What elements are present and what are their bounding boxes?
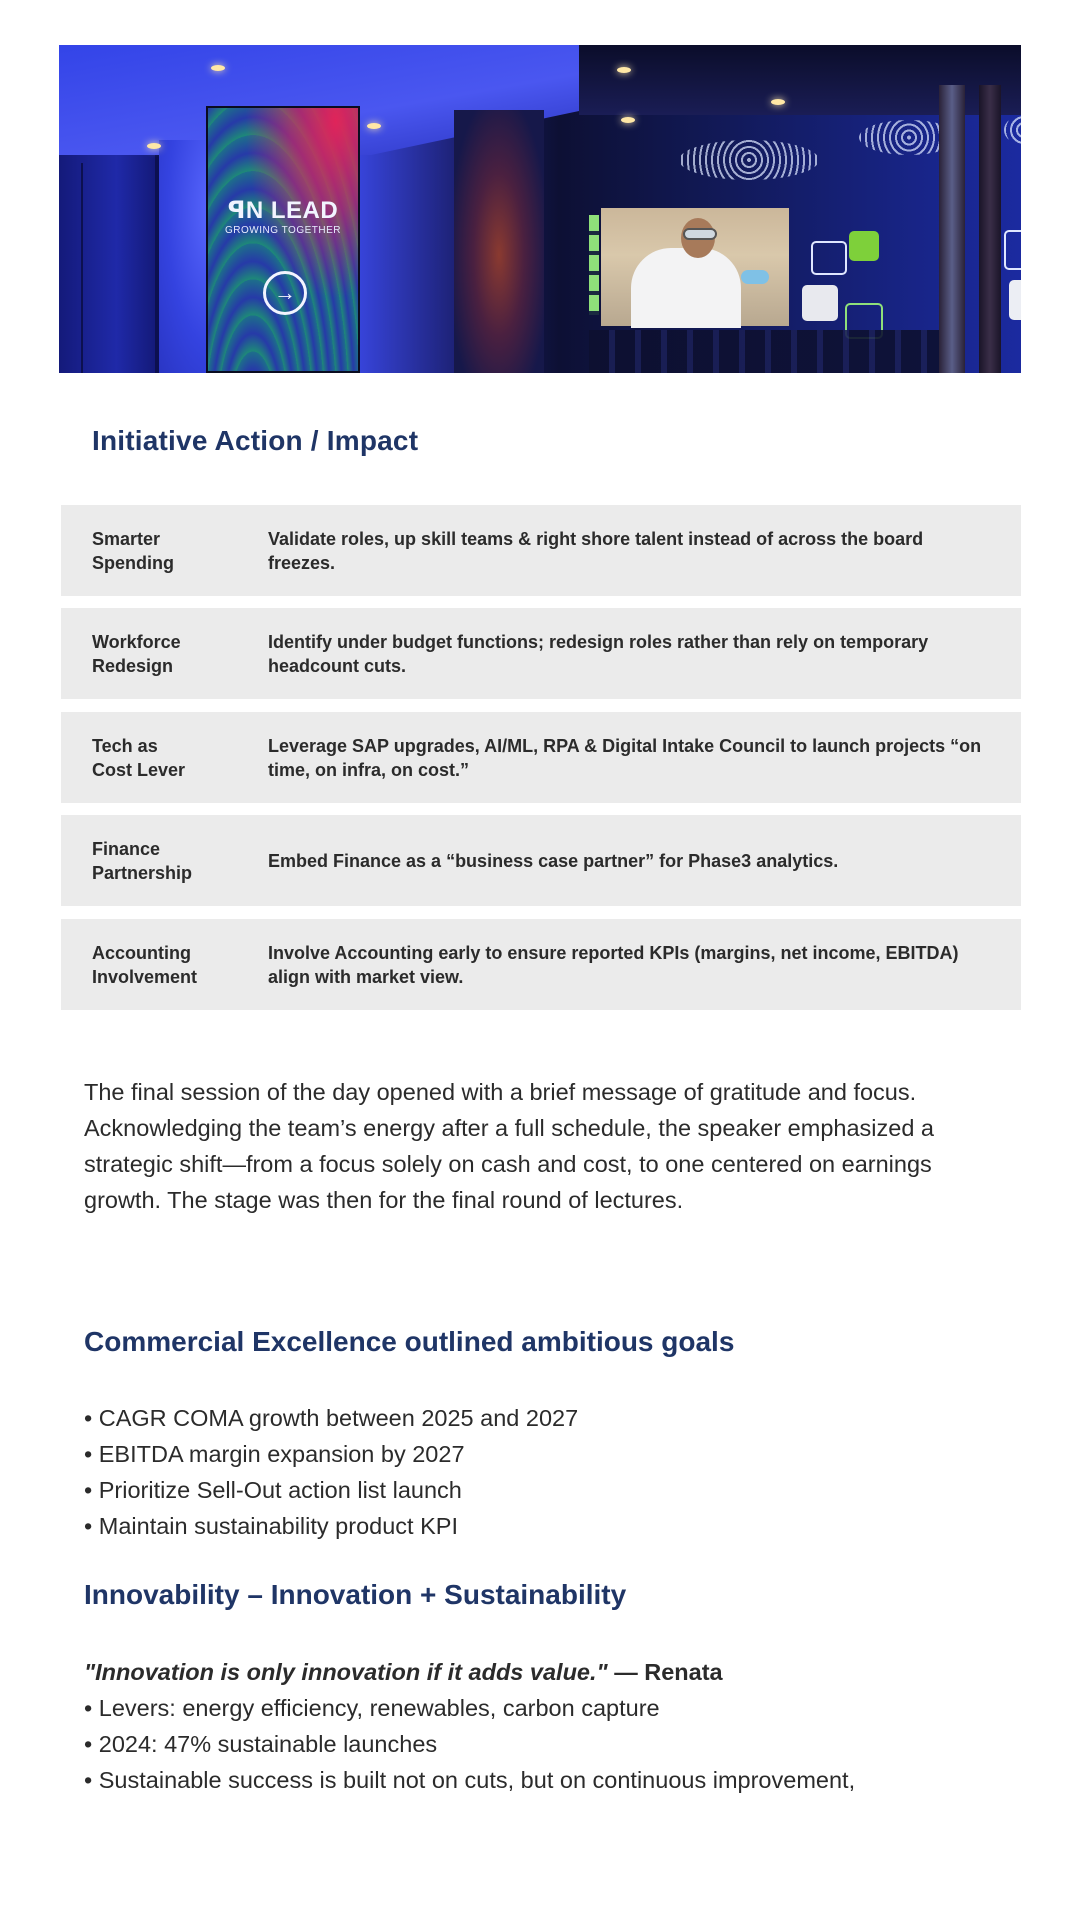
digital-totem-display — [206, 106, 360, 373]
ceiling-light — [771, 99, 785, 105]
glove — [741, 270, 769, 284]
initiative-name: Finance Partnership — [92, 838, 193, 883]
initiative-action: Leverage SAP upgrades, AI/ML, RPA & Digital Intake Council to launch projects “on time, on infra, on cost.” — [268, 735, 982, 780]
banquet-tables — [589, 330, 939, 373]
safety-goggles — [683, 228, 717, 240]
ceiling-light — [211, 65, 225, 71]
decor-square-white — [1009, 280, 1021, 320]
commercial-excellence-heading: Commercial Excellence outlined ambitious goals — [84, 1326, 735, 1357]
table-row — [61, 815, 1021, 906]
ceiling-light — [621, 117, 635, 123]
table-row — [61, 505, 1021, 596]
list-item: • Levers: energy efficiency, renewables, carbon capture — [84, 1695, 660, 1721]
innovability-heading: Innovability – Innovation + Sustainability — [84, 1579, 627, 1610]
door-split — [81, 163, 83, 373]
decor-square — [1004, 230, 1021, 270]
projection-screen — [601, 208, 789, 326]
doorframe-post — [939, 85, 965, 373]
innovability-list — [84, 1654, 1014, 1798]
table-row — [61, 712, 1021, 803]
initiative-action: Embed Finance as a “business case partner” for Phase3 analytics. — [268, 850, 839, 871]
doorframe-post — [979, 85, 1001, 373]
event-tagline: GROWING TOGETHER — [225, 225, 341, 236]
gobo-light-pattern — [1004, 115, 1021, 145]
table-row — [61, 919, 1021, 1010]
ceiling-light — [367, 123, 381, 129]
wood-pillar — [454, 110, 544, 373]
list-item: • Prioritize Sell-Out action list launch — [84, 1477, 462, 1503]
ceiling-light — [617, 67, 631, 73]
intro-paragraph: The final session of the day opened with a brief message of gratitude and focus. Acknowledging the team’s energy after a full schedule, the speaker emphasized a strategic shift—from a focus solely on cash and cost, to one centered on earnings growth. The stage was then for the final round of lectures. — [84, 1079, 934, 1213]
initiative-action: Identify under budget functions; redesign roles rather than rely on temporary headcount cuts. — [268, 631, 929, 676]
list-item: • Sustainable success is built not on cuts, but on continuous improvement, — [84, 1767, 856, 1793]
ceiling-light — [147, 143, 161, 149]
initiatives-title: Initiative Action / Impact — [92, 425, 419, 456]
list-item: • Maintain sustainability product KPI — [84, 1513, 458, 1539]
arrow-right-circle-icon: → — [263, 271, 307, 315]
green-light-strip — [589, 215, 599, 315]
decor-square-white — [802, 285, 838, 321]
hero-photo — [59, 45, 1021, 373]
list-item: • 2024: 47% sustainable launches — [84, 1731, 438, 1757]
gobo-light-pattern — [679, 140, 819, 180]
initiative-name: Smarter Spending — [92, 528, 174, 573]
door — [59, 155, 159, 373]
quote — [84, 1654, 1014, 1690]
scientist-figure — [631, 248, 741, 328]
initiative-name: Workforce Redesign — [92, 631, 181, 676]
initiative-action: Involve Accounting early to ensure reported KPIs (margins, net income, EBITDA) align with market view. — [268, 942, 959, 987]
list-item: • CAGR COMA growth between 2025 and 2027 — [84, 1405, 579, 1431]
quote-text: "Innovation is only innovation if it adds value." — [84, 1659, 608, 1685]
list-item: • EBITDA margin expansion by 2027 — [84, 1441, 465, 1467]
commercial-goals-list — [84, 1400, 1014, 1544]
initiative-name: Accounting Involvement — [92, 942, 198, 987]
decor-square — [811, 241, 847, 275]
event-logo: ꟼN LEAD — [227, 197, 339, 224]
table-row — [61, 608, 1021, 699]
decor-square-green — [849, 231, 879, 261]
initiative-name: Tech as Cost Lever — [92, 735, 186, 780]
initiative-action: Validate roles, up skill teams & right shore talent instead of across the board freezes. — [268, 528, 924, 573]
quote-author: — Renata — [607, 1659, 723, 1685]
